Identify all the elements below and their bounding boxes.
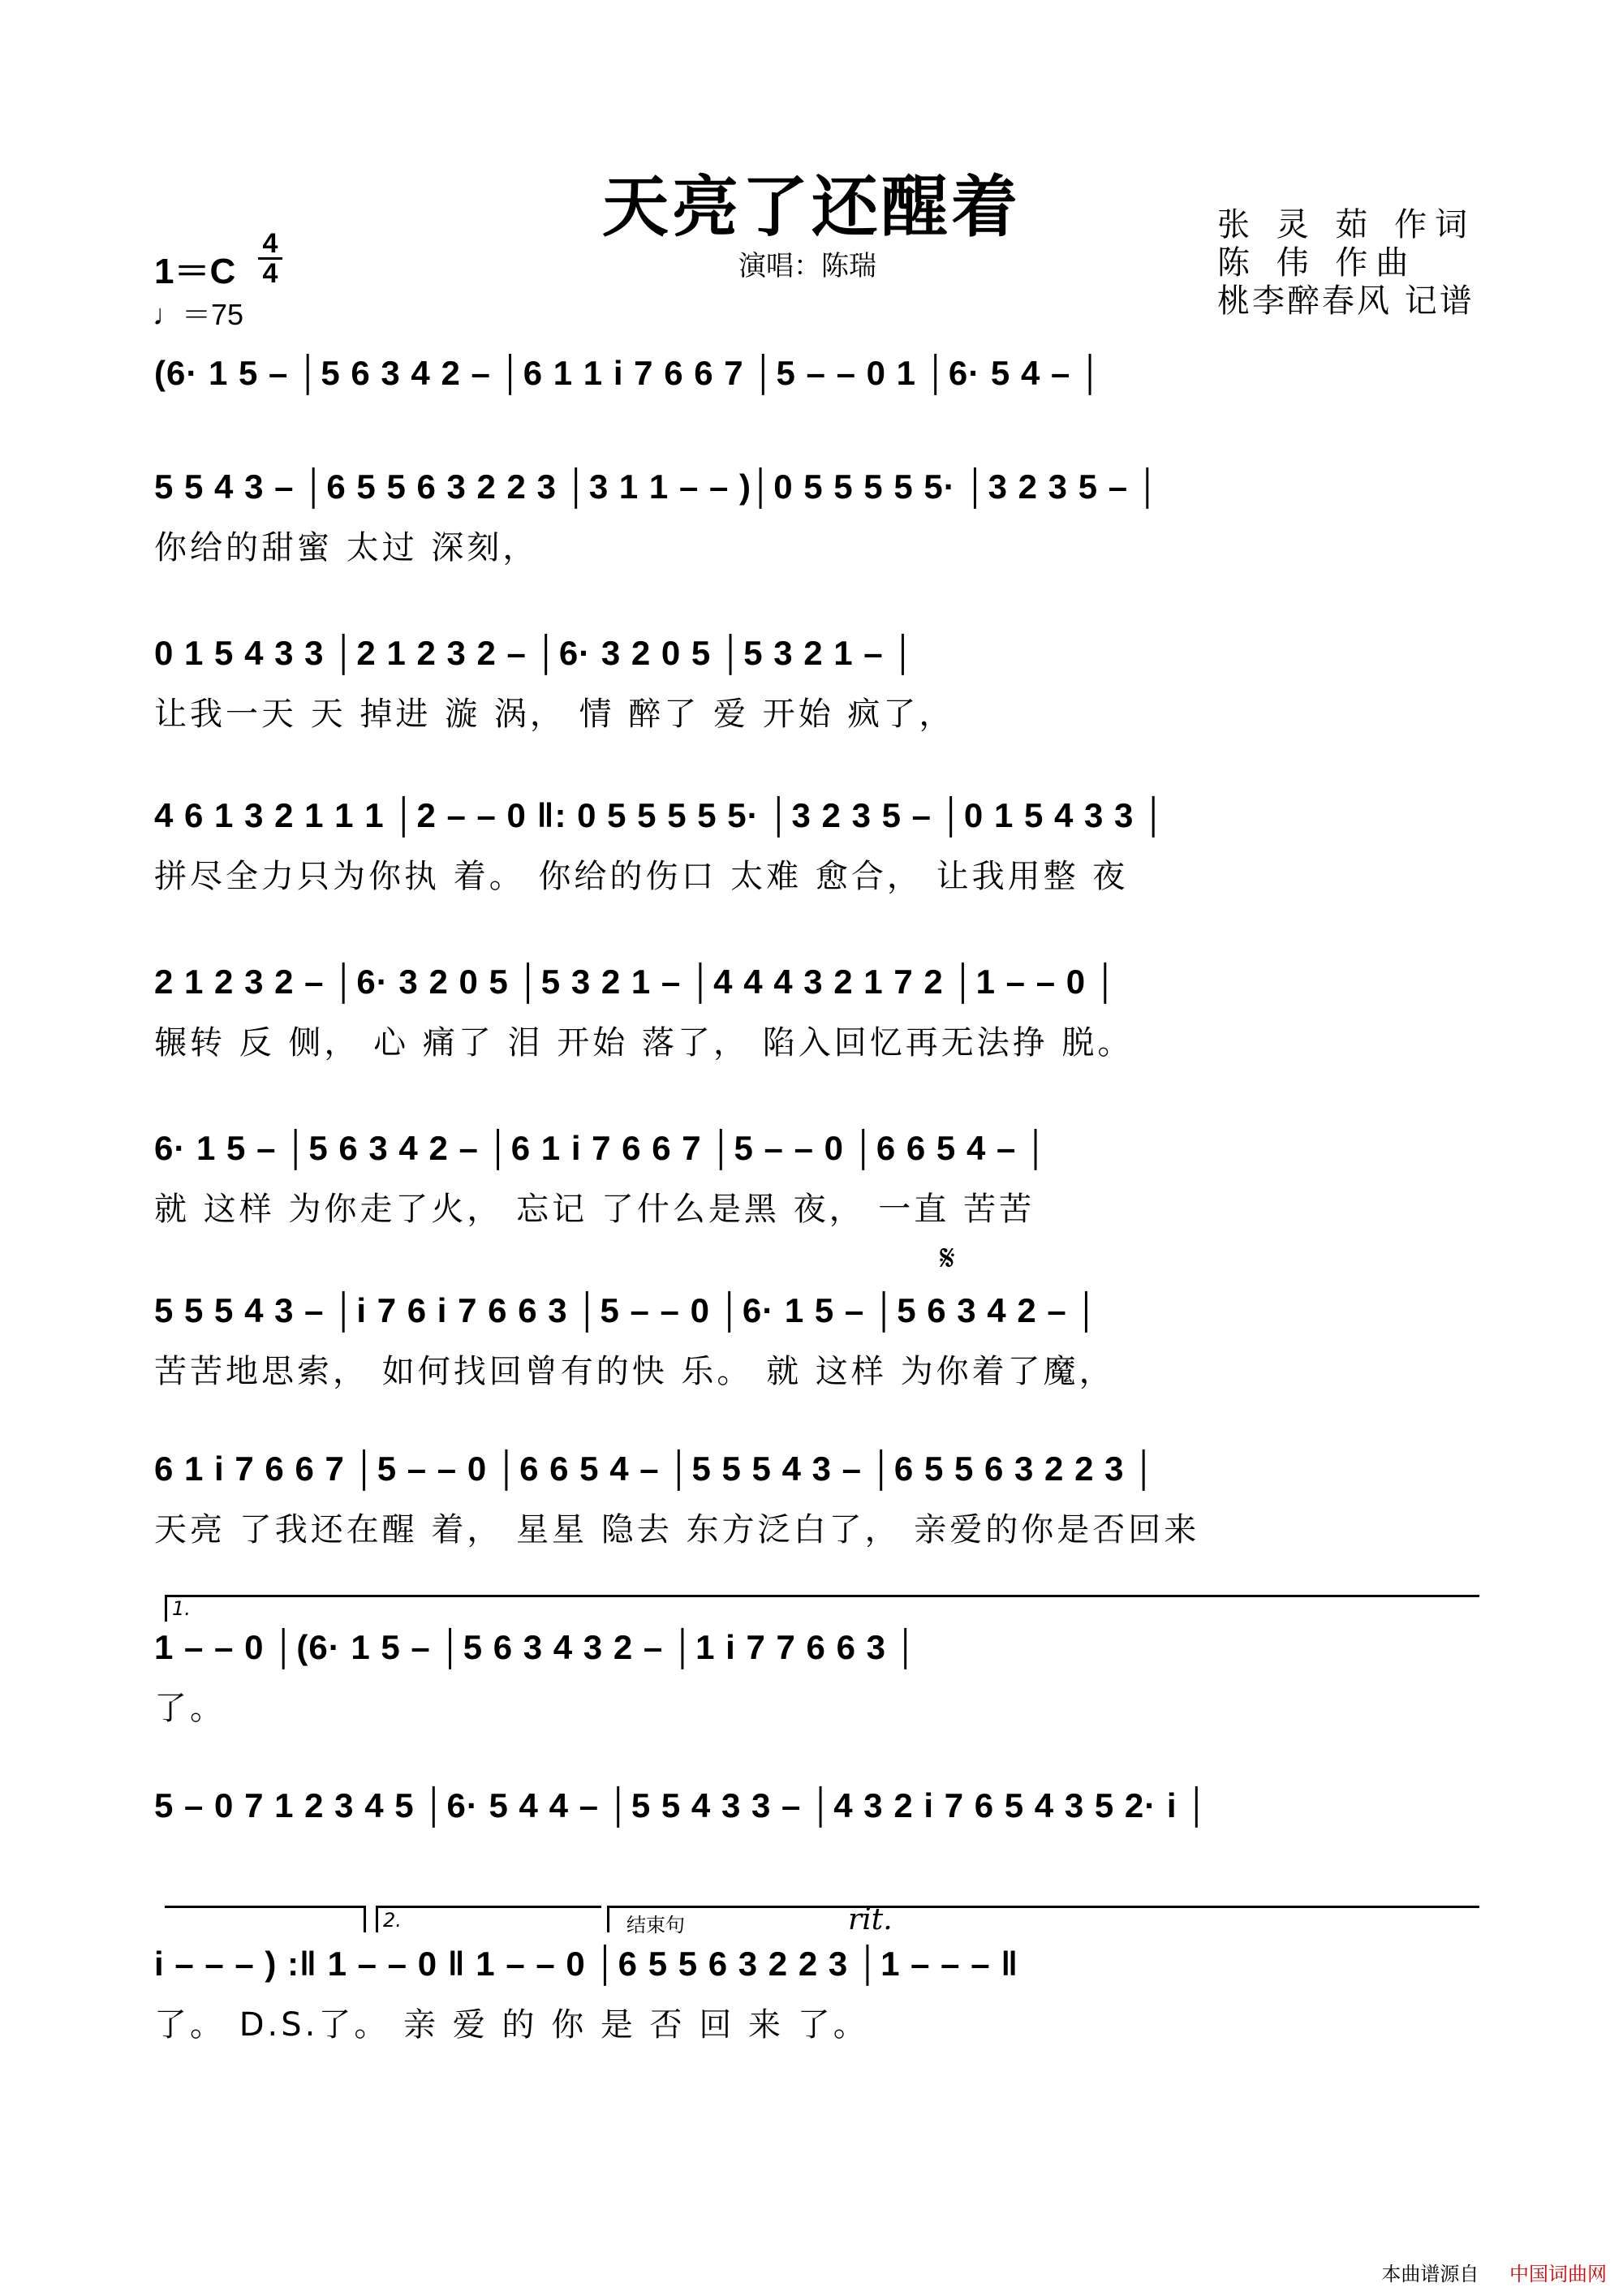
notation-line: i – – – ) :‖ 1 – – 0 ‖ 1 – – 0 │6 5 5 6 3 2 2 3 │1 – – – ‖ <box>154 1945 1019 1983</box>
notation-line: 6· 1 5 – │5 6 3 4 2 – │6 1 i 7 6 6 7 │5 – – 0 │6 6 5 4 – │ <box>154 1129 1049 1167</box>
source-label: 本曲谱源自 <box>1381 2263 1479 2285</box>
time-denominator: 4 <box>262 258 278 289</box>
lyrics-line: 你给的甜蜜 太过 深刻， <box>154 529 539 566</box>
notation-line: 0 1 5 4 3 3 │2 1 2 3 2 – │6· 3 2 0 5 │5 3 2 1 – │ <box>154 634 916 672</box>
lyrics-line <box>154 412 1477 456</box>
lyrics-line: 天亮 了我还在醒 着， 星星 隐去 东方泛白了， 亲爱的你是否回来 <box>154 1511 1200 1549</box>
singer-credit: 演唱：陈瑞 <box>738 250 876 282</box>
notation-line: 6 1 i 7 6 6 7 │5 – – 0 │6 6 5 4 – │5 5 5 4 3 – │6 5 5 6 3 2 2 3 │ <box>154 1450 1157 1488</box>
notation-line: 5 5 5 4 3 – │i 7 6 i 7 6 6 3 │5 – – 0 │6· 1 5 – │5 6 3 4 2 – │ <box>154 1291 1100 1329</box>
song-title: 天亮了还醒着 <box>601 168 1021 246</box>
rit-marking: rit. <box>848 1903 893 1936</box>
coda-bracket <box>607 1906 1479 1932</box>
lyrics-line: 了。 <box>154 1690 226 1727</box>
lyrics-line: 辗转 反 侧， 心 痛了 泪 开始 落了， 陷入回忆再无法挣 脱。 <box>154 1024 1134 1062</box>
second-ending-bracket <box>376 1906 601 1932</box>
notation-line: 5 – 0 7 1 2 3 4 5 │6· 5 4 4 – │5 5 4 3 3 – │4 3 2 i 7 6 5 4 3 5 2· i │ <box>154 1786 1210 1824</box>
notation-line: 1 – – 0 │(6· 1 5 – │5 6 3 4 3 2 – │1 i 7 7 6 6 3 │ <box>154 1628 919 1666</box>
coda-label: 结束句 <box>626 1914 685 1936</box>
composer-credit: 陈 伟 作曲 <box>1217 244 1417 282</box>
lyrics-line: 让我一天 天 掉进 漩 涡， 情 醉了 爱 开始 疯了， <box>154 696 955 733</box>
lyrics-line <box>154 1845 1477 1889</box>
first-ending-bracket <box>165 1595 1479 1622</box>
lyrics-line: 苦苦地思索， 如何找回曾有的快 乐。 就 这样 为你着了魔， <box>154 1353 1115 1390</box>
site-name: 中国词曲网 <box>1509 2263 1607 2285</box>
second-ending-label: 2. <box>383 1909 402 1932</box>
notation-line: 4 6 1 3 2 1 1 1 │2 – – 0 ‖: 0 5 5 5 5 5· │3 2 3 5 – │0 1 5 4 3 3 │ <box>154 796 1167 834</box>
time-signature <box>258 230 282 287</box>
tempo-marking: ♩＝75 <box>153 298 244 331</box>
source-footer <box>1381 2258 1607 2286</box>
lyricist-credit: 张 灵 茹 作词 <box>1217 206 1476 243</box>
notation-line: 2 1 2 3 2 – │6· 3 2 0 5 │5 3 2 1 – │4 4 4 3 2 1 7 2 │1 – – 0 │ <box>154 963 1119 1001</box>
lyrics-line: 了。 D.S.了。 亲 爱 的 你 是 否 回 来 了。 <box>154 2006 869 2044</box>
key-signature: 1＝C <box>154 252 236 291</box>
segno-sign: 𝄋 <box>940 1238 955 1279</box>
lyrics-line: 拼尽全力只为你执 着。 你给的伤口 太难 愈合， 让我用整 夜 <box>154 858 1129 895</box>
notation-line: 5 5 4 3 – │6 5 5 6 3 2 2 3 │3 1 1 – – )│0 5 5 5 5 5· │3 2 3 5 – │ <box>154 467 1161 506</box>
repeat-end-bracket <box>165 1906 366 1932</box>
transcriber-credit: 桃李醉春风 记谱 <box>1217 282 1474 320</box>
time-numerator: 4 <box>262 228 278 259</box>
lyrics-line: 就 这样 为你走了火， 忘记 了什么是黑 夜， 一直 苦苦 <box>154 1191 1035 1228</box>
first-ending-label: 1. <box>172 1597 191 1620</box>
notation-line: (6· 1 5 – │5 6 3 4 2 – │6 1 1 i 7 6 6 7 │5 – – 0 1 │6· 5 4 – │ <box>154 354 1104 392</box>
